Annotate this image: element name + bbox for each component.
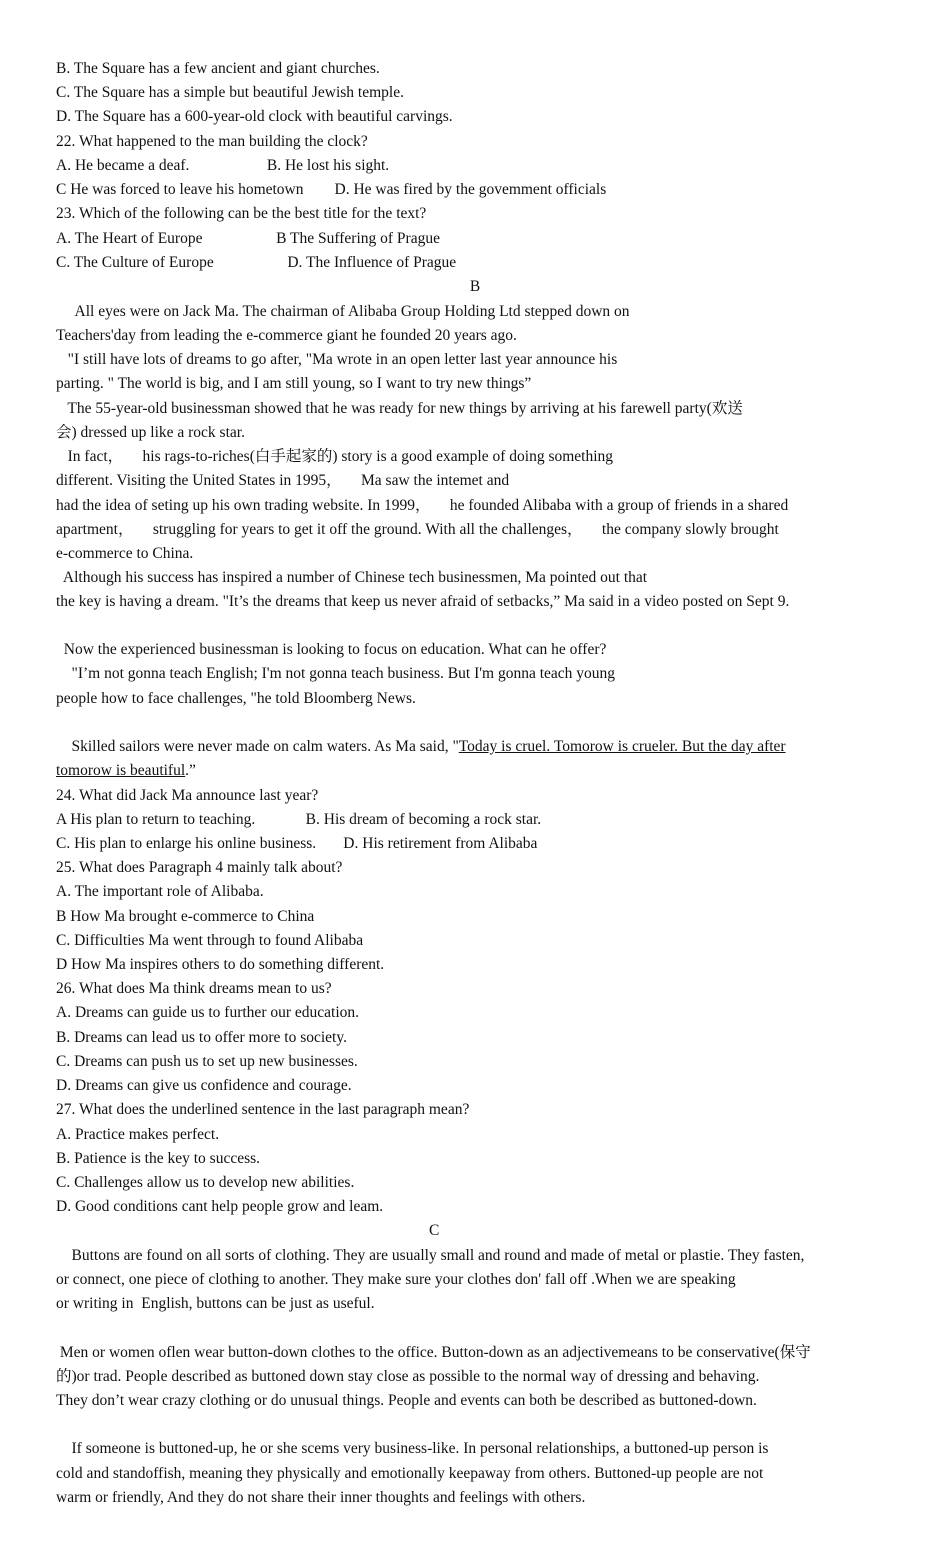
passage-c-line: If someone is buttoned-up, he or she scems very business-like. In personal relationships, a buttoned-up person is: [56, 1440, 769, 1457]
passage-b-line: apartment， struggling for years to get it off the ground. With all the challenges， the company slowly brought: [56, 521, 779, 538]
passage-c-line: Men or women oflen wear button-down clothes to the office. Button-down as an adjectivemeans to be conservative(保守: [56, 1344, 811, 1361]
quote-prefix: Skilled sailors were never made on calm waters. As Ma said, ": [56, 738, 459, 755]
q22-options-row2: C He was forced to leave his hometown D. He was fired by the govemment officials: [56, 181, 607, 198]
passage-b-last-line: [56, 737, 786, 757]
q27-option: D. Good conditions cant help people grow and leam.: [56, 1198, 384, 1215]
passage-b-line: In fact， his rags-to-riches(白手起家的) story is a good example of doing something: [56, 448, 614, 465]
passage-b-line: parting. " The world is big, and I am still young, so I want to try new things”: [56, 375, 532, 392]
q25-option: D How Ma inspires others to do something different.: [56, 956, 385, 973]
q23-options-row1: A. The Heart of Europe B The Suffering of Prague: [56, 230, 440, 247]
passage-c-line: 的)or trad. People described as buttoned down stay close as possible to the normal way of dressing and behaving.: [56, 1368, 760, 1385]
passage-c-line: Buttons are found on all sorts of clothing. They are usually small and round and made of metal or plastie. They fasten,: [56, 1247, 805, 1264]
q26-option: D. Dreams can give us confidence and courage.: [56, 1077, 352, 1094]
passage-b-line: had the idea of seting up his own trading website. In 1999， he founded Alibaba with a group of friends in a shared: [56, 497, 789, 514]
q25-stem: 25. What does Paragraph 4 mainly talk about?: [56, 859, 343, 876]
q24-options-row2: C. His plan to enlarge his online business. D. His retirement from Alibaba: [56, 835, 538, 852]
q26-option: B. Dreams can lead us to offer more to society.: [56, 1029, 347, 1046]
passage-c-line: They don’t wear crazy clothing or do unusual things. People and events can both be described as buttoned-down.: [56, 1392, 757, 1409]
q26-option: A. Dreams can guide us to further our education.: [56, 1004, 360, 1021]
passage-c-line: or writing in English, buttons can be just as useful.: [56, 1295, 375, 1312]
option-d-line: D. The Square has a 600-year-old clock with beautiful carvings.: [56, 108, 453, 125]
option-b-line: B. The Square has a few ancient and giant churches.: [56, 60, 380, 77]
q26-stem: 26. What does Ma think dreams mean to us?: [56, 980, 332, 997]
option-c-line: C. The Square has a simple but beautiful Jewish temple.: [56, 84, 404, 101]
underlined-sentence: tomorow is beautiful: [56, 762, 186, 779]
passage-b-line: people how to face challenges, "he told Bloomberg News.: [56, 690, 416, 707]
q27-option: C. Challenges allow us to develop new abilities.: [56, 1174, 355, 1191]
q25-option: A. The important role of Alibaba.: [56, 883, 264, 900]
passage-b-line: All eyes were on Jack Ma. The chairman of Alibaba Group Holding Ltd stepped down on: [56, 303, 630, 320]
passage-b-line: "I’m not gonna teach English; I'm not gonna teach business. But I'm gonna teach young: [56, 665, 616, 682]
passage-b-line: the key is having a dream. "It’s the dreams that keep us never afraid of setbacks,” Ma said in a video posted on Sept 9.: [56, 593, 790, 610]
quote-suffix: .”: [185, 762, 196, 779]
underlined-sentence: Today is cruel. Tomorow is crueler. But the day after: [458, 738, 786, 755]
section-c-label: C: [429, 1222, 440, 1239]
passage-b-last-line: [56, 761, 196, 781]
section-b-label: B: [469, 278, 481, 295]
passage-b-line: Although his success has inspired a number of Chinese tech businessmen, Ma pointed out that: [56, 569, 648, 586]
passage-b-line: Teachers'day from leading the e-commerce giant he founded 20 years ago.: [56, 327, 517, 344]
passage-b-line: The 55-year-old businessman showed that he was ready for new things by arriving at his farewell party(欢送: [56, 400, 743, 417]
q27-option: B. Patience is the key to success.: [56, 1150, 261, 1167]
passage-b-line: different. Visiting the United States in 1995， Ma saw the intemet and: [56, 472, 510, 489]
q24-options-row1: A His plan to return to teaching. B. His dream of becoming a rock star.: [56, 811, 542, 828]
passage-b-line: "I still have lots of dreams to go after, "Ma wrote in an open letter last year announce his: [56, 351, 618, 368]
q25-option: B How Ma brought e-commerce to China: [56, 908, 315, 925]
passage-c-line: cold and standoffish, meaning they physically and emotionally keepaway from others. Buttoned-up people are not: [56, 1465, 764, 1482]
q26-option: C. Dreams can push us to set up new businesses.: [56, 1053, 358, 1070]
q24-stem: 24. What did Jack Ma announce last year?: [56, 787, 319, 804]
q27-option: A. Practice makes perfect.: [56, 1126, 220, 1143]
q25-option: C. Difficulties Ma went through to found Alibaba: [56, 932, 364, 949]
q22-stem: 22. What happened to the man building the clock?: [56, 133, 368, 150]
passage-c-line: warm or friendly, And they do not share their inner thoughts and feelings with others.: [56, 1489, 586, 1506]
q23-options-row2: C. The Culture of Europe D. The Influence of Prague: [56, 254, 457, 271]
q27-stem: 27. What does the underlined sentence in the last paragraph mean?: [56, 1101, 470, 1118]
q23-stem: 23. Which of the following can be the best title for the text?: [56, 205, 427, 222]
passage-b-line: e-commerce to China.: [56, 545, 194, 562]
passage-b-line: Now the experienced businessman is looking to focus on education. What can he offer?: [56, 641, 607, 658]
q22-options-row1: A. He became a deaf. B. He lost his sight.: [56, 157, 390, 174]
passage-b-line: 会) dressed up like a rock star.: [56, 424, 245, 441]
passage-c-line: or connect, one piece of clothing to another. They make sure your clothes don' fall off .When we are speaking: [56, 1271, 736, 1288]
